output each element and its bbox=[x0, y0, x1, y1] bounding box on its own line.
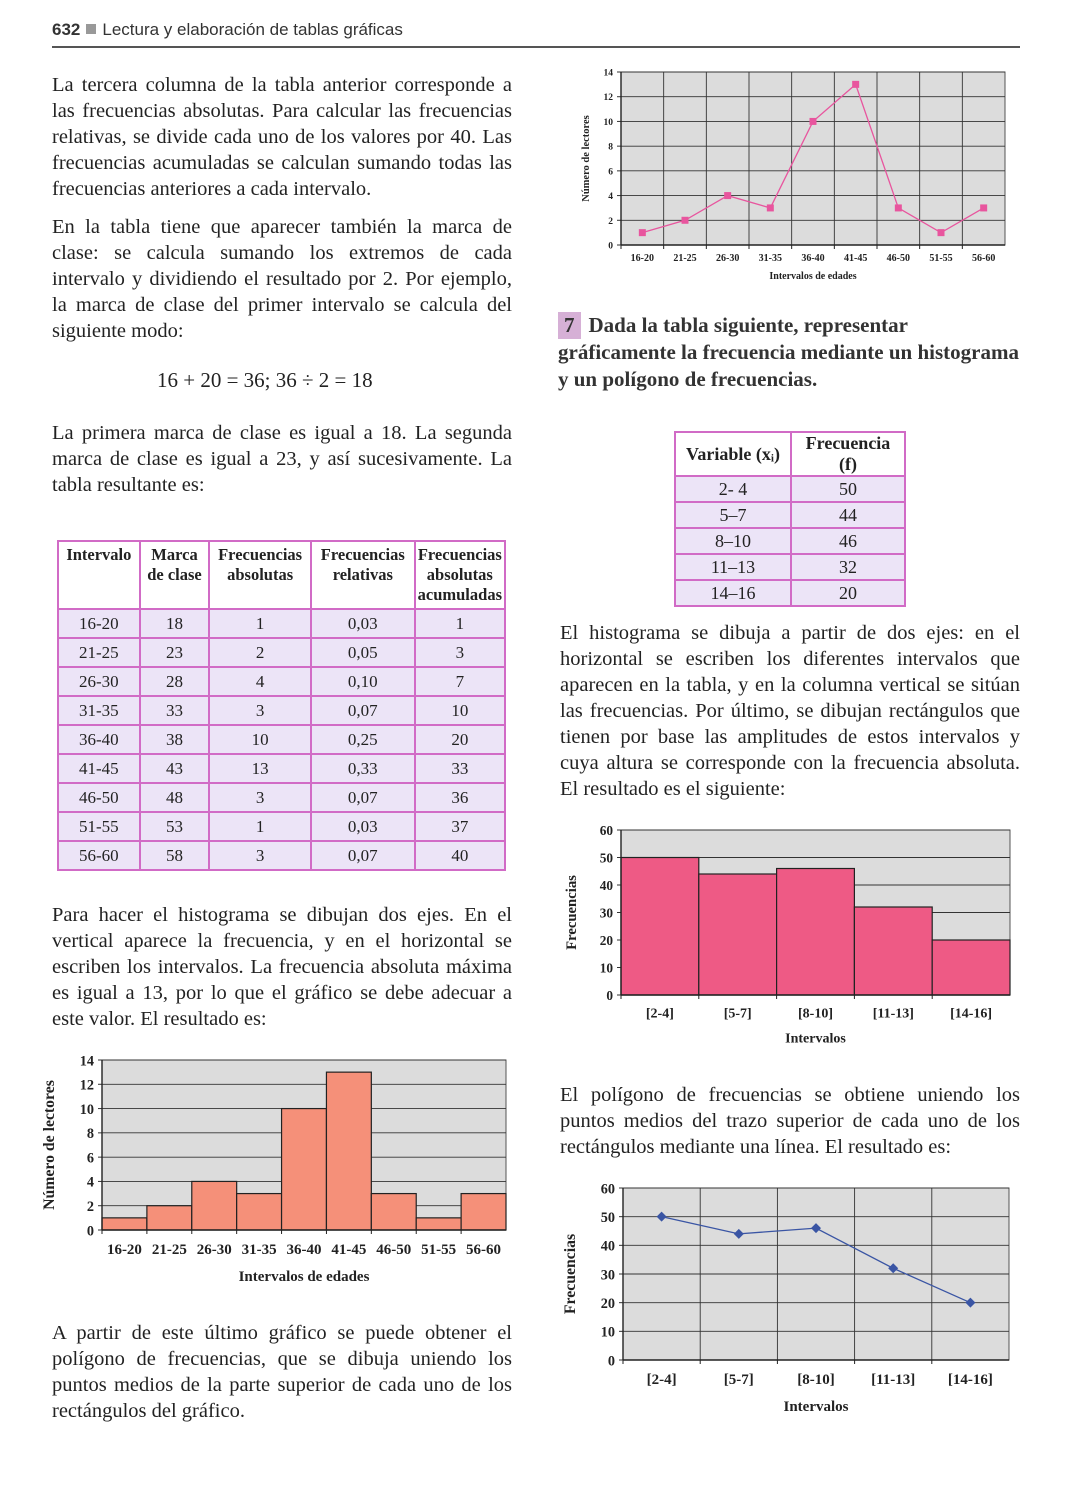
table-cell: 43 bbox=[140, 754, 210, 783]
x-tick-label: [11-13] bbox=[871, 1372, 916, 1388]
table-cell: 16-20 bbox=[58, 609, 140, 638]
data-point bbox=[767, 204, 774, 211]
x-tick-label: 56-60 bbox=[466, 1242, 502, 1258]
page-header bbox=[52, 20, 1020, 48]
table-cell: 41-45 bbox=[58, 754, 140, 783]
x-tick-label: [5-7] bbox=[723, 1372, 754, 1388]
x-tick-label: [8-10] bbox=[797, 1372, 835, 1388]
y-tick-label: 10 bbox=[599, 960, 613, 976]
table-cell: 40 bbox=[415, 841, 505, 870]
y-tick-label: 14 bbox=[603, 68, 613, 79]
table-cell: 2 bbox=[209, 638, 311, 667]
column-header: Frecuencias relativas bbox=[311, 541, 415, 609]
x-tick-label: [14-16] bbox=[950, 1006, 993, 1022]
x-axis-title: Intervalos de edades bbox=[238, 1269, 370, 1285]
table-cell: 8–10 bbox=[675, 528, 791, 554]
x-tick-label: 26-30 bbox=[715, 253, 740, 264]
table-row bbox=[58, 841, 505, 870]
x-axis-title: Intervalos de edades bbox=[769, 271, 857, 282]
table-row bbox=[675, 528, 905, 554]
bar bbox=[461, 1194, 506, 1230]
y-tick-label: 0 bbox=[606, 987, 613, 1003]
x-tick-label: 31-35 bbox=[241, 1242, 277, 1258]
y-axis-title: Número de lectores bbox=[41, 1080, 58, 1210]
bar bbox=[147, 1206, 192, 1230]
y-tick-label: 20 bbox=[599, 932, 613, 948]
data-point bbox=[852, 81, 859, 88]
table-cell: 0,03 bbox=[311, 609, 415, 638]
x-tick-label: 46-50 bbox=[886, 253, 911, 264]
paragraph: El polígono de frecuencias se obtiene uniendo los puntos medios del trazo superior de cada uno de los rectángulos mediante una línea. El resultado es: bbox=[560, 1084, 1020, 1158]
x-tick-label: [8-10] bbox=[798, 1006, 833, 1022]
table-cell: 5–7 bbox=[675, 502, 791, 528]
y-tick-label: 2 bbox=[86, 1198, 94, 1215]
y-tick-label: 2 bbox=[608, 216, 613, 227]
table-row bbox=[58, 754, 505, 783]
bar bbox=[932, 940, 1010, 995]
x-tick-label: 31-35 bbox=[758, 253, 783, 264]
column-header: Frecuencias absolutas acumuladas bbox=[415, 541, 505, 609]
y-tick-label: 0 bbox=[607, 1353, 615, 1370]
bar bbox=[192, 1181, 237, 1230]
table-cell: 50 bbox=[791, 476, 905, 502]
table-row bbox=[675, 580, 905, 606]
table-cell: 3 bbox=[415, 638, 505, 667]
table-row bbox=[58, 725, 505, 754]
running-title: Lectura y elaboración de tablas gráficas bbox=[102, 20, 403, 39]
bar bbox=[282, 1109, 327, 1230]
x-tick-label: 36-40 bbox=[801, 253, 825, 264]
data-point bbox=[682, 217, 689, 224]
y-tick-label: 12 bbox=[79, 1077, 94, 1094]
table-cell: 31-35 bbox=[58, 696, 140, 725]
exercise-text: Dada la tabla siguiente, representar gráficamente la frecuencia mediante un histograma y un polígono de frecuencias. bbox=[558, 313, 1019, 391]
x-tick-label: 41-45 bbox=[843, 253, 868, 264]
paragraph: La primera marca de clase es igual a 18. La segunda marca de clase es igual a 23, y así sucesivamente. La tabla resultante es: bbox=[52, 422, 512, 496]
y-tick-label: 50 bbox=[600, 1209, 615, 1226]
data-point bbox=[724, 192, 731, 199]
bar bbox=[699, 874, 777, 995]
x-axis-title: Intervalos bbox=[785, 1031, 846, 1047]
table-row bbox=[58, 783, 505, 812]
table-cell: 28 bbox=[140, 667, 210, 696]
table-cell: 48 bbox=[140, 783, 210, 812]
equation: 16 + 20 = 36; 36 ÷ 2 = 18 bbox=[157, 368, 373, 392]
header-rule bbox=[52, 46, 1020, 48]
polygon-ages-chart bbox=[555, 62, 1025, 297]
variable-table bbox=[674, 431, 906, 607]
y-axis-title: Frecuencias bbox=[564, 875, 581, 950]
y-tick-label: 14 bbox=[79, 1053, 94, 1070]
table-cell: 20 bbox=[415, 725, 505, 754]
table-cell: 46-50 bbox=[58, 783, 140, 812]
paragraph: En la tabla tiene que aparecer también la marca de clase: se calcula sumando los extremos de cada intervalo y dividiendo el resultado por 2. Por ejemplo, la marca de clase del primer intervalo se calcula del siguiente modo: bbox=[52, 216, 512, 342]
y-tick-label: 10 bbox=[600, 1324, 615, 1341]
table-cell: 1 bbox=[415, 609, 505, 638]
paragraph: Para hacer el histograma se dibujan dos ejes. En el vertical aparece la frecuencia, y en el horizontal se escriben los intervalos. La frecuencia absoluta máxima es igual a 13, por lo que el gráfico se debe adecuar a este valor. El resultado es: bbox=[52, 904, 512, 1030]
x-tick-label: 36-40 bbox=[286, 1242, 322, 1258]
x-tick-label: 16-20 bbox=[630, 253, 655, 264]
y-tick-label: 30 bbox=[599, 905, 613, 921]
table-cell: 0,03 bbox=[311, 812, 415, 841]
table-cell: 3 bbox=[209, 696, 311, 725]
y-tick-label: 40 bbox=[599, 877, 613, 893]
y-tick-label: 0 bbox=[608, 241, 613, 252]
table-row bbox=[675, 554, 905, 580]
y-tick-label: 4 bbox=[608, 192, 613, 203]
table-row bbox=[58, 667, 505, 696]
table-cell: 11–13 bbox=[675, 554, 791, 580]
table-cell: 58 bbox=[140, 841, 210, 870]
histogram-exercise-chart bbox=[555, 818, 1025, 1063]
table-cell: 20 bbox=[791, 580, 905, 606]
table-cell: 0,07 bbox=[311, 841, 415, 870]
table-cell: 56-60 bbox=[58, 841, 140, 870]
table-cell: 1 bbox=[209, 812, 311, 841]
y-axis-title: Frecuencias bbox=[562, 1233, 579, 1315]
table-cell: 10 bbox=[209, 725, 311, 754]
x-tick-label: [2-4] bbox=[646, 1372, 677, 1388]
bar bbox=[237, 1194, 282, 1230]
y-tick-label: 60 bbox=[600, 1181, 615, 1198]
table-cell: 23 bbox=[140, 638, 210, 667]
x-tick-label: [11-13] bbox=[872, 1006, 914, 1022]
column-header: Frecuencia (f) bbox=[791, 432, 905, 476]
table-cell: 36 bbox=[415, 783, 505, 812]
table-row bbox=[675, 502, 905, 528]
table-cell: 21-25 bbox=[58, 638, 140, 667]
data-point bbox=[810, 118, 817, 125]
table-row bbox=[58, 609, 505, 638]
table-cell: 7 bbox=[415, 667, 505, 696]
paragraph: La tercera columna de la tabla anterior corresponde a las frecuencias absolutas. Para calcular las frecuencias relativas, se divide cada uno de los valores por 40. Las frecuencias acumuladas se calculan sumando todas las frecuencias anteriores a cada intervalo. bbox=[52, 74, 512, 200]
table-cell: 32 bbox=[791, 554, 905, 580]
exercise-title bbox=[558, 312, 1020, 393]
page-number: 632 bbox=[52, 20, 81, 39]
table-row bbox=[58, 812, 505, 841]
y-tick-label: 60 bbox=[599, 822, 613, 838]
plot-area bbox=[621, 72, 1005, 245]
y-tick-label: 20 bbox=[600, 1295, 615, 1312]
x-tick-label: 21-25 bbox=[673, 253, 697, 264]
table-cell: 51-55 bbox=[58, 812, 140, 841]
column-header: Frecuencias absolutas bbox=[209, 541, 311, 609]
y-tick-label: 12 bbox=[603, 93, 613, 104]
x-tick-label: 41-45 bbox=[331, 1242, 367, 1258]
table-cell: 14–16 bbox=[675, 580, 791, 606]
table-cell: 33 bbox=[140, 696, 210, 725]
x-tick-label: 26-30 bbox=[196, 1242, 232, 1258]
polygon-exercise-chart bbox=[555, 1178, 1025, 1428]
y-tick-label: 8 bbox=[86, 1126, 94, 1143]
y-tick-label: 6 bbox=[608, 167, 613, 178]
table-cell: 44 bbox=[791, 502, 905, 528]
y-tick-label: 50 bbox=[599, 850, 613, 866]
y-tick-label: 6 bbox=[86, 1150, 94, 1167]
data-point bbox=[895, 204, 902, 211]
x-tick-label: 46-50 bbox=[376, 1242, 412, 1258]
bar bbox=[777, 869, 855, 996]
y-axis-title: Número de lectores bbox=[581, 115, 592, 202]
bar bbox=[416, 1218, 461, 1230]
x-tick-label: 51-55 bbox=[421, 1242, 457, 1258]
bar bbox=[102, 1218, 147, 1230]
table-cell: 0,05 bbox=[311, 638, 415, 667]
header-square-icon bbox=[86, 24, 96, 34]
data-point bbox=[938, 229, 945, 236]
data-point bbox=[639, 229, 646, 236]
y-tick-label: 0 bbox=[86, 1223, 94, 1240]
x-tick-label: 21-25 bbox=[151, 1242, 187, 1258]
table-cell: 26-30 bbox=[58, 667, 140, 696]
table-cell: 53 bbox=[140, 812, 210, 841]
histogram-ages-chart bbox=[41, 1050, 515, 1295]
table-cell: 37 bbox=[415, 812, 505, 841]
bar bbox=[854, 907, 932, 995]
table-cell: 2- 4 bbox=[675, 476, 791, 502]
table-cell: 33 bbox=[415, 754, 505, 783]
table-cell: 3 bbox=[209, 783, 311, 812]
paragraph: A partir de este último gráfico se puede obtener el polígono de frecuencias, que se dibuja uniendo los puntos medios de la parte superior de cada uno de los rectángulos del gráfico. bbox=[52, 1322, 512, 1422]
table-cell: 4 bbox=[209, 667, 311, 696]
table-cell: 38 bbox=[140, 725, 210, 754]
y-tick-label: 4 bbox=[86, 1174, 94, 1191]
table-cell: 18 bbox=[140, 609, 210, 638]
bar bbox=[371, 1194, 416, 1230]
table-cell: 1 bbox=[209, 609, 311, 638]
column-header: Intervalo bbox=[58, 541, 140, 609]
table-cell: 0,10 bbox=[311, 667, 415, 696]
frequency-table bbox=[57, 540, 506, 871]
column-header: Marca de clase bbox=[140, 541, 210, 609]
table-cell: 0,33 bbox=[311, 754, 415, 783]
table-row bbox=[58, 638, 505, 667]
x-axis-title: Intervalos bbox=[783, 1399, 849, 1415]
table-cell: 36-40 bbox=[58, 725, 140, 754]
bar bbox=[621, 858, 699, 996]
exercise-number: 7 bbox=[558, 312, 581, 339]
data-point bbox=[980, 204, 987, 211]
x-tick-label: [14-16] bbox=[947, 1372, 993, 1388]
x-tick-label: 51-55 bbox=[929, 253, 953, 264]
column-header: Variable (xᵢ) bbox=[675, 432, 791, 476]
x-tick-label: 56-60 bbox=[971, 253, 996, 264]
x-tick-label: [5-7] bbox=[723, 1006, 752, 1022]
y-tick-label: 30 bbox=[600, 1267, 615, 1284]
y-tick-label: 10 bbox=[603, 117, 613, 128]
table-cell: 10 bbox=[415, 696, 505, 725]
table-cell: 3 bbox=[209, 841, 311, 870]
x-tick-label: [2-4] bbox=[645, 1006, 674, 1022]
paragraph: El histograma se dibuja a partir de dos ejes: en el horizontal se escriben los diferentes intervalos que aparecen en la tabla, y en la columna vertical se sitúan las frecuencias. Por último, se dibujan rectángulos que tienen por base las amplitudes de estos intervalos y cuya altura se corresponde con la frecuencia absoluta. El resultado es el siguiente: bbox=[560, 622, 1020, 800]
y-tick-label: 8 bbox=[608, 142, 613, 153]
y-tick-label: 10 bbox=[79, 1101, 94, 1118]
bar bbox=[326, 1072, 371, 1230]
y-tick-label: 40 bbox=[600, 1238, 615, 1255]
table-cell: 0,07 bbox=[311, 696, 415, 725]
x-tick-label: 16-20 bbox=[106, 1242, 142, 1258]
table-cell: 13 bbox=[209, 754, 311, 783]
table-cell: 0,07 bbox=[311, 783, 415, 812]
table-cell: 46 bbox=[791, 528, 905, 554]
table-cell: 0,25 bbox=[311, 725, 415, 754]
table-row bbox=[675, 476, 905, 502]
table-row bbox=[58, 696, 505, 725]
